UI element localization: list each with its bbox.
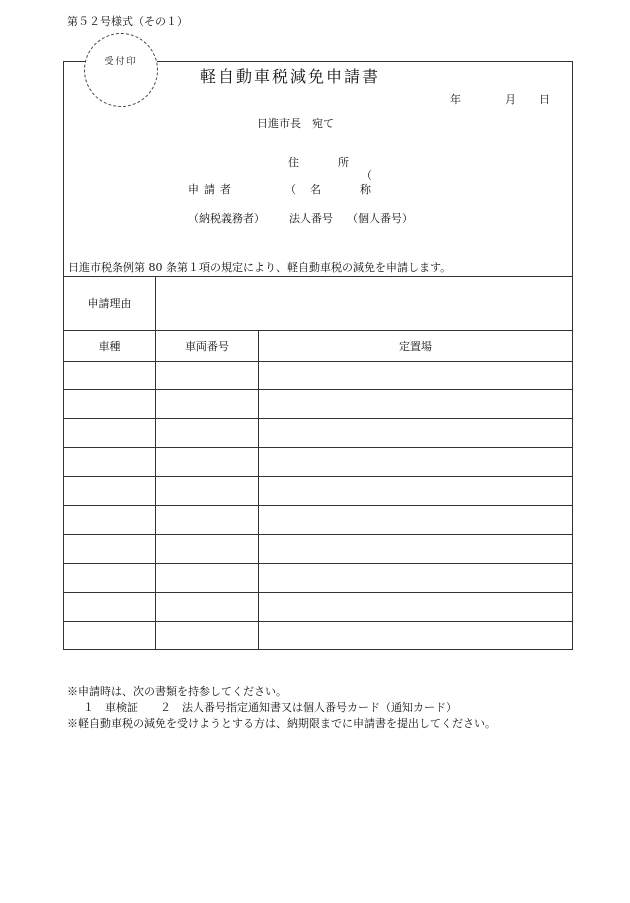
vehicle-type-cell[interactable] bbox=[63, 506, 156, 533]
storage-location-cell[interactable] bbox=[259, 477, 573, 504]
plate-number-cell[interactable] bbox=[156, 622, 258, 649]
vehicle-type-cell[interactable] bbox=[63, 390, 156, 417]
name-label: （名 称 bbox=[285, 183, 385, 196]
applicant-label: 申請者 bbox=[188, 183, 236, 196]
vehicle-type-cell[interactable] bbox=[63, 622, 156, 649]
form-number: 第５２号様式（その１） bbox=[67, 15, 188, 28]
plate-number-cell[interactable] bbox=[156, 477, 258, 504]
column-header-vehicle-type: 車種 bbox=[98, 340, 121, 353]
plate-number-cell[interactable] bbox=[156, 448, 258, 475]
plate-number-cell[interactable] bbox=[156, 419, 258, 446]
address-label: 住 所 bbox=[288, 156, 363, 169]
plate-number-cell[interactable] bbox=[156, 506, 258, 533]
vehicle-type-cell[interactable] bbox=[63, 362, 156, 389]
stamp-label: 受付印 bbox=[104, 57, 138, 67]
storage-location-cell[interactable] bbox=[259, 448, 573, 475]
storage-location-cell[interactable] bbox=[259, 506, 573, 533]
plate-number-cell[interactable] bbox=[156, 593, 258, 620]
plate-number-cell[interactable] bbox=[156, 362, 258, 389]
personal-number-label: （個人番号） bbox=[347, 212, 413, 225]
vehicle-type-cell[interactable] bbox=[63, 535, 156, 562]
date-day-label: 日 bbox=[539, 93, 550, 106]
date-year-label: 年 bbox=[450, 93, 461, 106]
storage-location-cell[interactable] bbox=[259, 362, 573, 389]
vehicle-type-cell[interactable] bbox=[63, 593, 156, 620]
storage-location-cell[interactable] bbox=[259, 564, 573, 591]
note-document-list: １ 車検証 ２ 法人番号指定通知書又は個人番号カード（通知カード） bbox=[83, 701, 457, 714]
reception-stamp bbox=[84, 33, 158, 107]
vehicle-type-cell[interactable] bbox=[63, 564, 156, 591]
storage-location-cell[interactable] bbox=[259, 622, 573, 649]
storage-location-cell[interactable] bbox=[259, 419, 573, 446]
column-header-plate-number: 車両番号 bbox=[185, 340, 229, 353]
reason-label: 申請理由 bbox=[87, 297, 132, 310]
note-documents: ※申請時は、次の書類を持参してください。 bbox=[67, 685, 287, 698]
storage-location-cell[interactable] bbox=[259, 535, 573, 562]
storage-location-cell[interactable] bbox=[259, 593, 573, 620]
addressee: 日進市長 宛て bbox=[257, 117, 334, 130]
vehicle-type-cell[interactable] bbox=[63, 448, 156, 475]
vehicle-type-cell[interactable] bbox=[63, 477, 156, 504]
vehicle-type-cell[interactable] bbox=[63, 419, 156, 446]
corporate-number-label: 法人番号 bbox=[289, 212, 333, 225]
address-paren: （ bbox=[361, 169, 372, 182]
form-title: 軽自動車税減免申請書 bbox=[200, 67, 381, 86]
plate-number-cell[interactable] bbox=[156, 535, 258, 562]
reason-field[interactable] bbox=[160, 282, 565, 326]
plate-number-cell[interactable] bbox=[156, 564, 258, 591]
note-deadline: ※軽自動車税の減免を受けようとする方は、納期限までに申請書を提出してください。 bbox=[67, 717, 496, 730]
storage-location-cell[interactable] bbox=[259, 390, 573, 417]
date-month-label: 月 bbox=[505, 93, 516, 106]
column-header-storage-location: 定置場 bbox=[399, 340, 432, 353]
plate-number-cell[interactable] bbox=[156, 390, 258, 417]
application-statement: 日進市税条例第 80 条第１項の規定により、軽自動車税の減免を申請します。 bbox=[68, 261, 452, 274]
taxpayer-label: （納税義務者） bbox=[188, 212, 265, 225]
